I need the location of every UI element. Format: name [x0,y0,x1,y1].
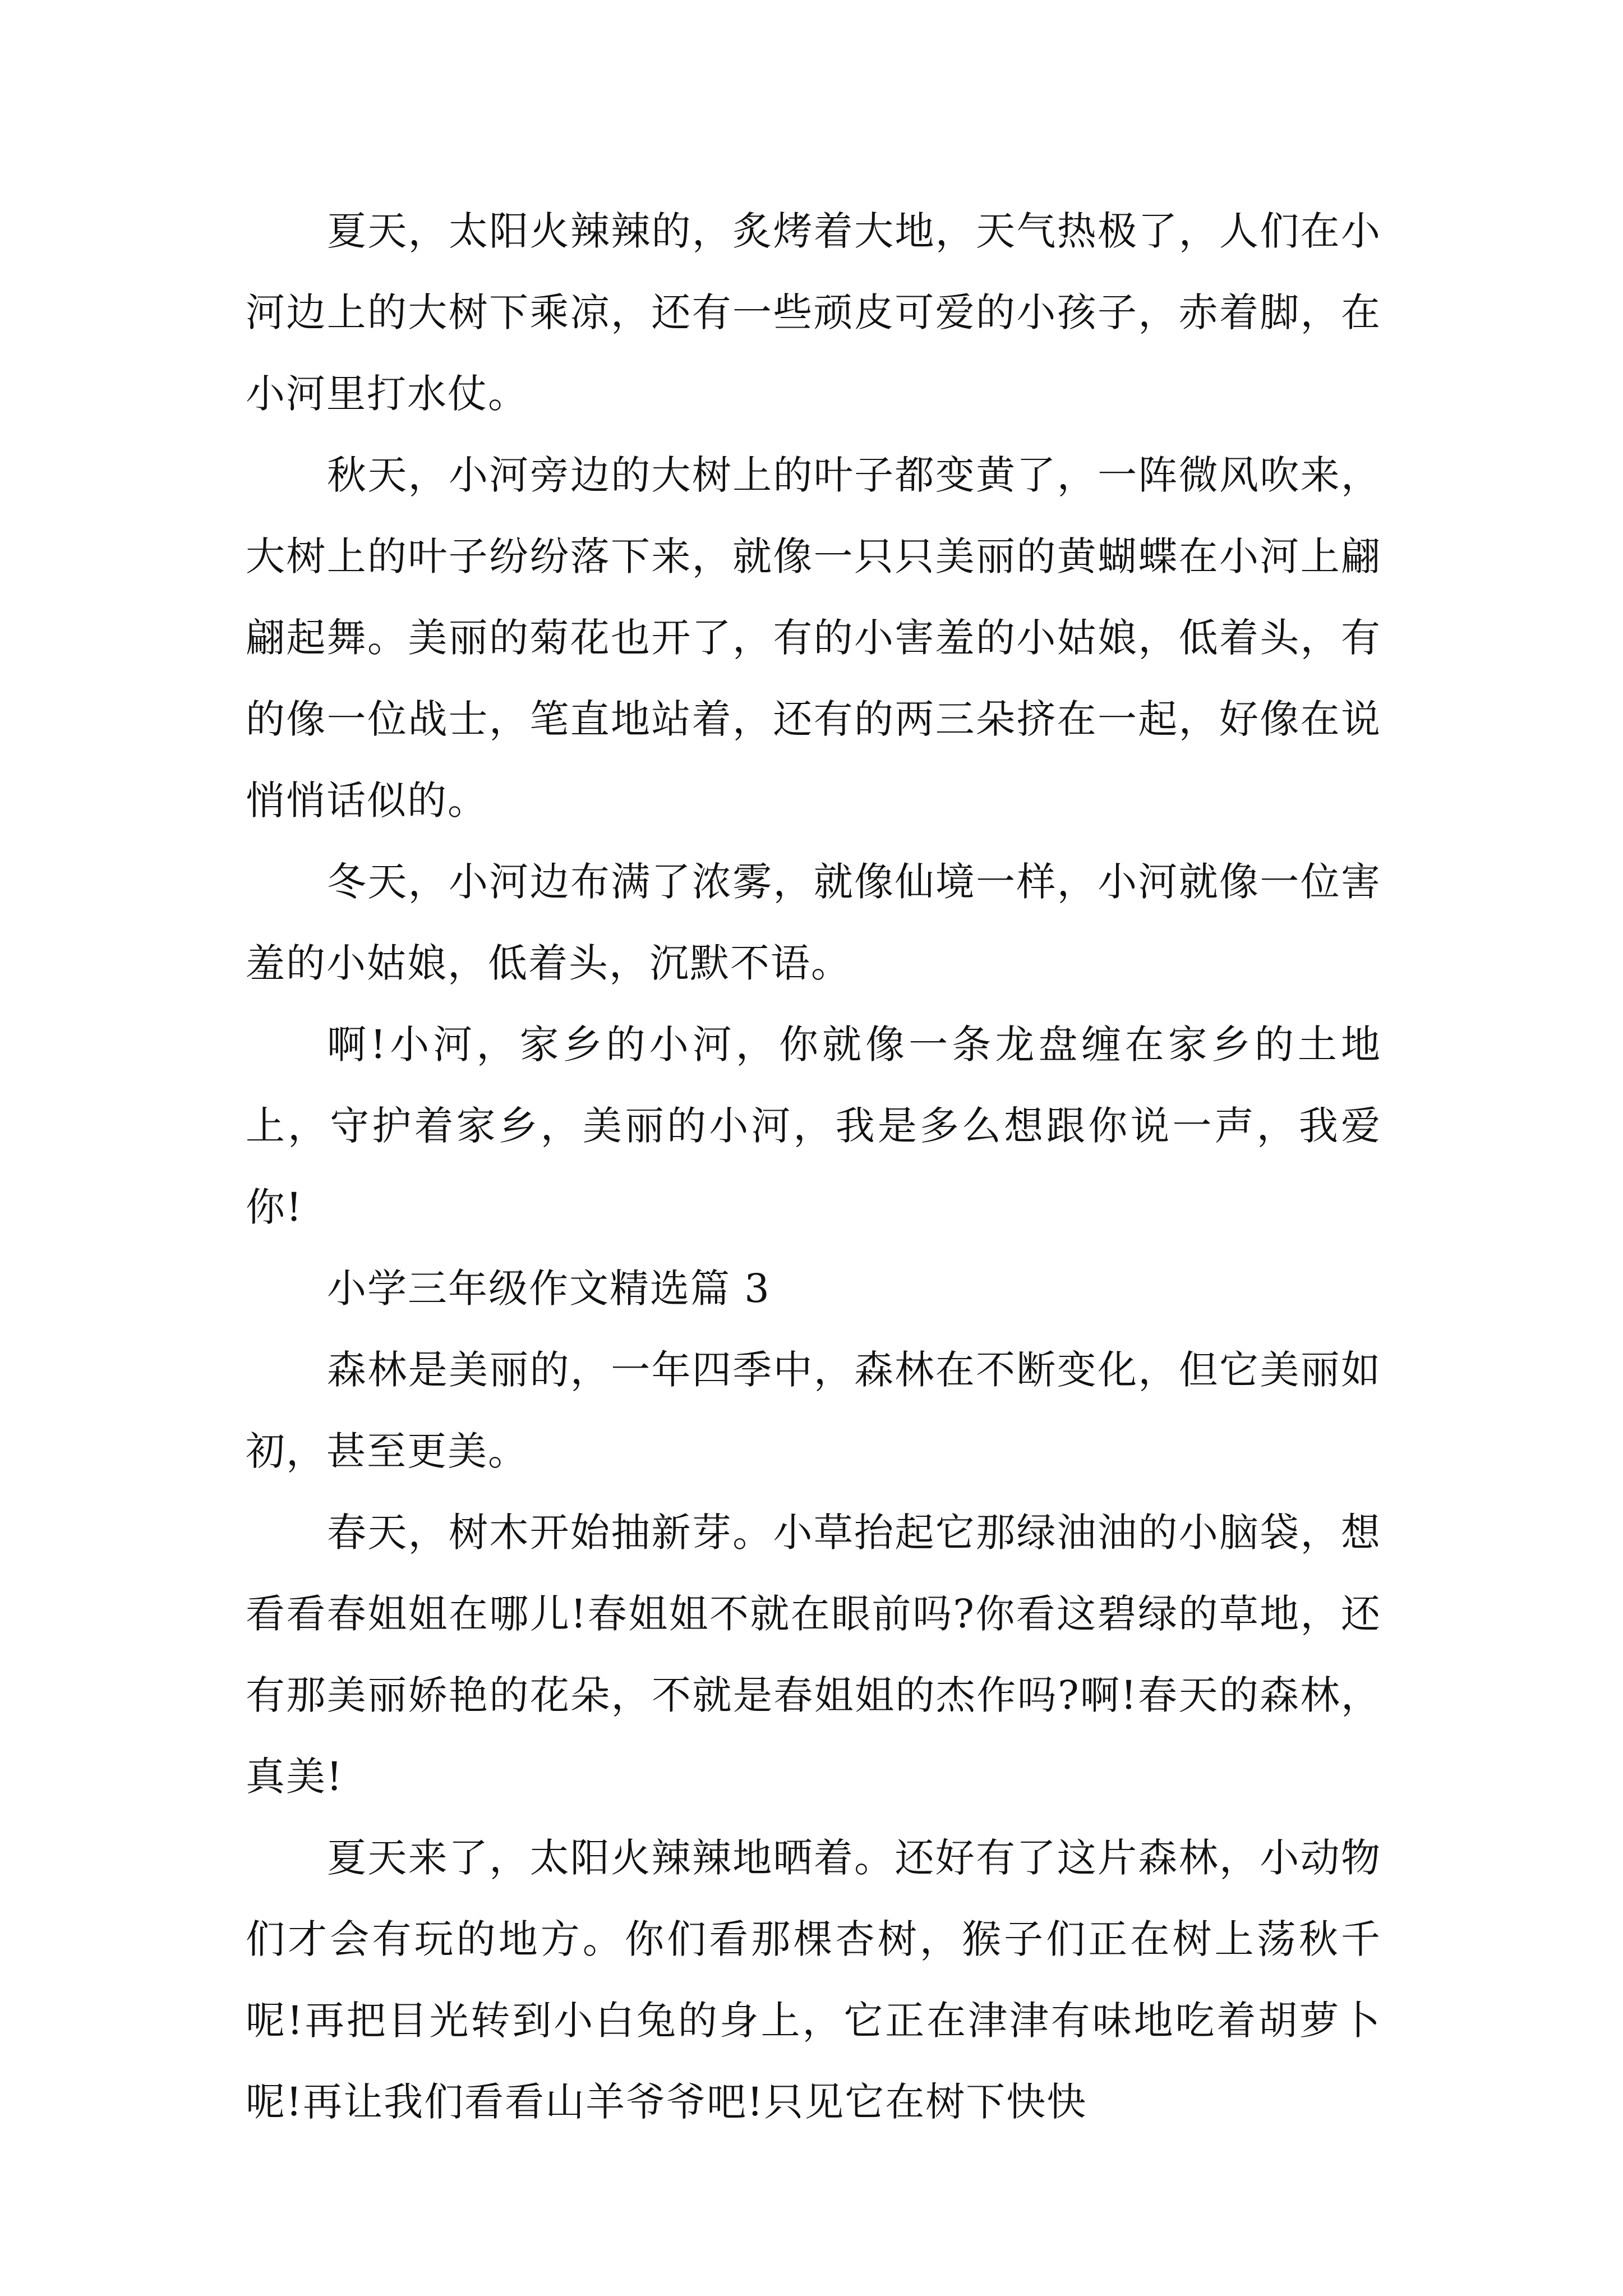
paragraph-forest-intro: 森林是美丽的，一年四季中，森林在不断变化，但它美丽如初，甚至更美。 [246,1347,1381,1474]
paragraph-winter: 冬天，小河边布满了浓雾，就像仙境一样，小河就像一位害羞的小姑娘，低着头，沉默不语。 [246,859,1381,986]
paragraph-forest-summer: 夏天来了，太阳火辣辣地晒着。还好有了这片森林，小动物们才会有玩的地方。你们看那棵杏树，猴子们正在树上荡秋千呢!再把目光转到小白兔的身上，它正在津津有味地吃着胡萝卜呢!再让我们看看山羊爷爷吧!只见它在树下快快 [246,1835,1381,2125]
paragraph-autumn: 秋天，小河旁边的大树上的叶子都变黄了，一阵微风吹来，大树上的叶子纷纷落下来，就像一只只美丽的黄蝴蝶在小河上翩翩起舞。美丽的菊花也开了，有的小害羞的小姑娘，低着头，有的像一位战士，笔直地站着，还有的两三朵挤在一起，好像在说悄悄话似的。 [246,452,1381,823]
paragraph-forest-spring: 春天，树木开始抽新芽。小草抬起它那绿油油的小脑袋，想看看春姐姐在哪儿!春姐姐不就在眼前吗?你看这碧绿的草地，还有那美丽娇艳的花朵，不就是春姐姐的杰作吗?啊!春天的森林，真美! [246,1510,1381,1800]
section-heading: 小学三年级作文精选篇 3 [327,1266,771,1312]
paragraph-summer: 夏天，太阳火辣辣的，炙烤着大地，天气热极了，人们在小河边上的大树下乘凉，还有一些顽皮可爱的小孩子，赤着脚，在小河里打水仗。 [246,208,1381,417]
document-body [246,191,1381,2143]
paragraph-closing: 啊!小河，家乡的小河，你就像一条龙盘缠在家乡的土地上，守护着家乡，美丽的小河，我是多么想跟你说一声，我爱你! [246,1022,1381,1230]
